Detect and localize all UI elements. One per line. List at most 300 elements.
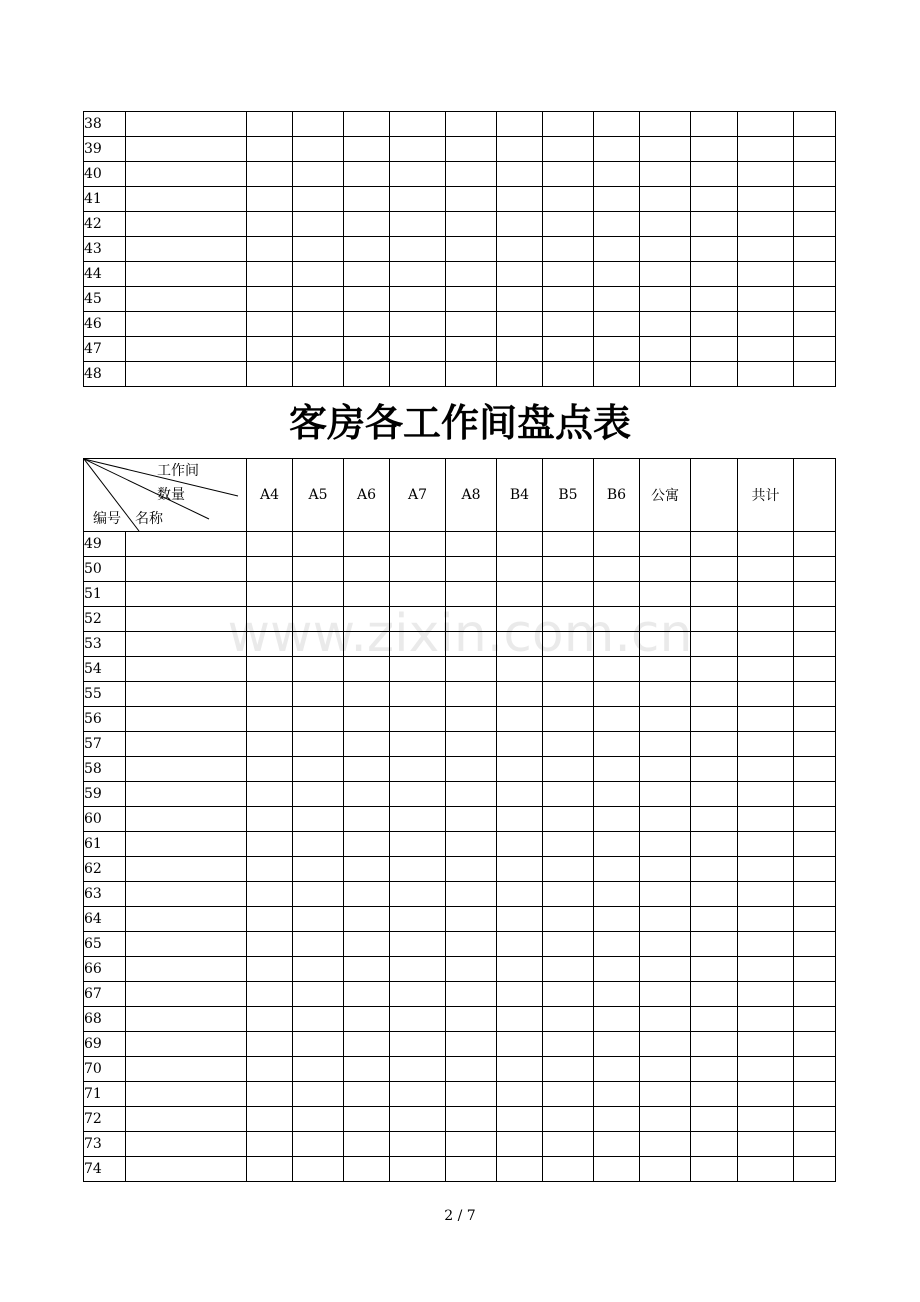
quantity-cell: [293, 582, 344, 607]
quantity-cell: [390, 907, 446, 932]
quantity-cell: [543, 362, 594, 387]
quantity-cell: [594, 882, 640, 907]
row-number: 64: [84, 907, 126, 932]
header-col-a4: A4: [247, 459, 293, 532]
quantity-cell: [691, 1107, 738, 1132]
quantity-cell: [390, 1007, 446, 1032]
quantity-cell: [293, 287, 344, 312]
quantity-cell: [390, 832, 446, 857]
quantity-cell: [344, 782, 390, 807]
table-row: [84, 1082, 836, 1107]
quantity-cell: [247, 312, 293, 337]
quantity-cell: [543, 882, 594, 907]
quantity-cell: [344, 582, 390, 607]
table-row: [84, 1057, 836, 1082]
quantity-cell: [594, 187, 640, 212]
quantity-cell: [691, 1157, 738, 1182]
quantity-cell: [446, 732, 497, 757]
quantity-cell: [594, 287, 640, 312]
table-row: [84, 1032, 836, 1057]
quantity-cell: [446, 582, 497, 607]
table-row: [84, 832, 836, 857]
quantity-cell: [594, 732, 640, 757]
quantity-cell: [446, 312, 497, 337]
quantity-cell: [247, 1007, 293, 1032]
quantity-cell: [497, 312, 543, 337]
item-name-cell: [126, 957, 247, 982]
quantity-cell: [293, 807, 344, 832]
item-name-cell: [126, 757, 247, 782]
quantity-cell: [543, 187, 594, 212]
quantity-cell: [543, 757, 594, 782]
quantity-cell: [344, 162, 390, 187]
quantity-cell: [738, 237, 794, 262]
quantity-cell: [293, 212, 344, 237]
table-row: [84, 162, 836, 187]
item-name-cell: [126, 337, 247, 362]
quantity-cell: [594, 982, 640, 1007]
quantity-cell: [691, 1132, 738, 1157]
quantity-cell: [543, 1007, 594, 1032]
quantity-cell: [446, 362, 497, 387]
quantity-cell: [344, 807, 390, 832]
quantity-cell: [594, 957, 640, 982]
quantity-cell: [640, 557, 691, 582]
quantity-cell: [293, 982, 344, 1007]
header-col-b6: B6: [594, 459, 640, 532]
quantity-cell: [691, 782, 738, 807]
quantity-cell: [293, 857, 344, 882]
quantity-cell: [738, 112, 794, 137]
quantity-cell: [794, 362, 836, 387]
quantity-cell: [344, 137, 390, 162]
quantity-cell: [344, 112, 390, 137]
quantity-cell: [543, 932, 594, 957]
quantity-cell: [497, 557, 543, 582]
quantity-cell: [738, 582, 794, 607]
quantity-cell: [691, 187, 738, 212]
quantity-cell: [390, 287, 446, 312]
quantity-cell: [794, 607, 836, 632]
quantity-cell: [594, 1007, 640, 1032]
quantity-cell: [390, 237, 446, 262]
quantity-cell: [543, 957, 594, 982]
quantity-cell: [691, 582, 738, 607]
row-number: 56: [84, 707, 126, 732]
quantity-cell: [794, 682, 836, 707]
quantity-cell: [293, 932, 344, 957]
quantity-cell: [390, 1082, 446, 1107]
row-number: 41: [84, 187, 126, 212]
quantity-cell: [497, 112, 543, 137]
quantity-cell: [543, 607, 594, 632]
quantity-cell: [640, 1007, 691, 1032]
quantity-cell: [390, 607, 446, 632]
quantity-cell: [344, 1057, 390, 1082]
quantity-cell: [640, 857, 691, 882]
item-name-cell: [126, 162, 247, 187]
quantity-cell: [738, 362, 794, 387]
quantity-cell: [543, 212, 594, 237]
quantity-cell: [794, 1032, 836, 1057]
quantity-cell: [344, 1082, 390, 1107]
quantity-cell: [543, 162, 594, 187]
quantity-cell: [497, 287, 543, 312]
row-number: 48: [84, 362, 126, 387]
quantity-cell: [738, 782, 794, 807]
quantity-cell: [344, 1107, 390, 1132]
quantity-cell: [293, 632, 344, 657]
quantity-cell: [293, 337, 344, 362]
quantity-cell: [293, 1082, 344, 1107]
quantity-cell: [794, 312, 836, 337]
quantity-cell: [390, 1107, 446, 1132]
quantity-cell: [543, 337, 594, 362]
quantity-cell: [247, 707, 293, 732]
quantity-cell: [446, 237, 497, 262]
quantity-cell: [691, 1007, 738, 1032]
quantity-cell: [794, 237, 836, 262]
quantity-cell: [691, 732, 738, 757]
quantity-cell: [497, 707, 543, 732]
item-name-cell: [126, 1057, 247, 1082]
quantity-cell: [497, 882, 543, 907]
quantity-cell: [497, 982, 543, 1007]
table-row: [84, 757, 836, 782]
quantity-cell: [293, 732, 344, 757]
quantity-cell: [640, 212, 691, 237]
quantity-cell: [738, 757, 794, 782]
table-row: [84, 807, 836, 832]
quantity-cell: [390, 532, 446, 557]
quantity-cell: [497, 1107, 543, 1132]
quantity-cell: [543, 707, 594, 732]
quantity-cell: [691, 982, 738, 1007]
quantity-cell: [446, 557, 497, 582]
quantity-cell: [691, 807, 738, 832]
quantity-cell: [390, 807, 446, 832]
page-title: 客房各工作间盘点表: [288, 401, 631, 445]
table-row: [84, 262, 836, 287]
quantity-cell: [247, 957, 293, 982]
quantity-cell: [640, 1107, 691, 1132]
quantity-cell: [794, 162, 836, 187]
quantity-cell: [497, 187, 543, 212]
quantity-cell: [344, 882, 390, 907]
quantity-cell: [543, 857, 594, 882]
quantity-cell: [640, 287, 691, 312]
quantity-cell: [691, 212, 738, 237]
item-name-cell: [126, 932, 247, 957]
quantity-cell: [794, 657, 836, 682]
quantity-cell: [390, 732, 446, 757]
quantity-cell: [344, 982, 390, 1007]
quantity-cell: [794, 337, 836, 362]
quantity-cell: [446, 682, 497, 707]
quantity-cell: [344, 312, 390, 337]
quantity-cell: [794, 582, 836, 607]
quantity-cell: [594, 137, 640, 162]
item-name-cell: [126, 832, 247, 857]
quantity-cell: [344, 1007, 390, 1032]
quantity-cell: [293, 1157, 344, 1182]
quantity-cell: [344, 632, 390, 657]
item-name-cell: [126, 1007, 247, 1032]
row-number: 54: [84, 657, 126, 682]
quantity-cell: [293, 782, 344, 807]
quantity-cell: [293, 137, 344, 162]
quantity-cell: [640, 957, 691, 982]
quantity-cell: [594, 607, 640, 632]
quantity-cell: [594, 312, 640, 337]
quantity-cell: [497, 1057, 543, 1082]
quantity-cell: [344, 832, 390, 857]
quantity-cell: [390, 882, 446, 907]
quantity-cell: [738, 312, 794, 337]
quantity-cell: [446, 957, 497, 982]
quantity-cell: [497, 162, 543, 187]
row-number: 43: [84, 237, 126, 262]
quantity-cell: [390, 982, 446, 1007]
quantity-cell: [543, 732, 594, 757]
quantity-cell: [794, 832, 836, 857]
quantity-cell: [247, 632, 293, 657]
row-number: 69: [84, 1032, 126, 1057]
quantity-cell: [640, 807, 691, 832]
quantity-cell: [390, 582, 446, 607]
quantity-cell: [293, 907, 344, 932]
quantity-cell: [446, 857, 497, 882]
quantity-cell: [794, 632, 836, 657]
quantity-cell: [344, 337, 390, 362]
header-number-label: 编号: [93, 511, 121, 527]
header-col-blank: [691, 459, 738, 532]
quantity-cell: [390, 557, 446, 582]
table-header-row: [84, 459, 836, 532]
quantity-cell: [640, 1132, 691, 1157]
row-number: 71: [84, 1082, 126, 1107]
quantity-cell: [247, 607, 293, 632]
quantity-cell: [390, 337, 446, 362]
quantity-cell: [247, 907, 293, 932]
quantity-cell: [794, 932, 836, 957]
row-number: 67: [84, 982, 126, 1007]
quantity-cell: [691, 532, 738, 557]
quantity-cell: [640, 607, 691, 632]
quantity-cell: [738, 682, 794, 707]
quantity-cell: [344, 857, 390, 882]
quantity-cell: [594, 162, 640, 187]
row-number: 47: [84, 337, 126, 362]
quantity-cell: [446, 1132, 497, 1157]
item-name-cell: [126, 907, 247, 932]
row-number: 53: [84, 632, 126, 657]
quantity-cell: [738, 162, 794, 187]
watermark: www.zixin.com.cn: [227, 604, 693, 664]
quantity-cell: [543, 1082, 594, 1107]
item-name-cell: [126, 237, 247, 262]
inventory-table-continued: [83, 111, 836, 387]
quantity-cell: [497, 1082, 543, 1107]
row-number: 63: [84, 882, 126, 907]
quantity-cell: [691, 557, 738, 582]
quantity-cell: [691, 362, 738, 387]
quantity-cell: [293, 262, 344, 287]
quantity-cell: [390, 657, 446, 682]
quantity-cell: [247, 532, 293, 557]
item-name-cell: [126, 807, 247, 832]
quantity-cell: [446, 632, 497, 657]
quantity-cell: [344, 1032, 390, 1057]
item-name-cell: [126, 262, 247, 287]
table-row: [84, 932, 836, 957]
quantity-cell: [344, 212, 390, 237]
quantity-cell: [293, 312, 344, 337]
quantity-cell: [446, 607, 497, 632]
row-number: 39: [84, 137, 126, 162]
quantity-cell: [543, 832, 594, 857]
quantity-cell: [390, 632, 446, 657]
row-number: 51: [84, 582, 126, 607]
quantity-cell: [446, 832, 497, 857]
quantity-cell: [390, 362, 446, 387]
quantity-cell: [594, 362, 640, 387]
row-number: 72: [84, 1107, 126, 1132]
quantity-cell: [390, 212, 446, 237]
quantity-cell: [543, 237, 594, 262]
quantity-cell: [691, 682, 738, 707]
header-col-total: 共计: [738, 459, 794, 532]
item-name-cell: [126, 362, 247, 387]
item-name-cell: [126, 287, 247, 312]
quantity-cell: [640, 757, 691, 782]
quantity-cell: [497, 832, 543, 857]
quantity-cell: [446, 782, 497, 807]
quantity-cell: [446, 287, 497, 312]
quantity-cell: [543, 982, 594, 1007]
quantity-cell: [543, 137, 594, 162]
quantity-cell: [497, 632, 543, 657]
quantity-cell: [594, 682, 640, 707]
quantity-cell: [691, 632, 738, 657]
quantity-cell: [247, 882, 293, 907]
quantity-cell: [738, 607, 794, 632]
row-number: 50: [84, 557, 126, 582]
quantity-cell: [543, 782, 594, 807]
row-number: 61: [84, 832, 126, 857]
quantity-cell: [446, 187, 497, 212]
quantity-cell: [390, 112, 446, 137]
quantity-cell: [293, 882, 344, 907]
table-row: [84, 137, 836, 162]
quantity-cell: [344, 187, 390, 212]
quantity-cell: [794, 807, 836, 832]
quantity-cell: [738, 1082, 794, 1107]
quantity-cell: [691, 957, 738, 982]
quantity-cell: [497, 1132, 543, 1157]
quantity-cell: [594, 532, 640, 557]
quantity-cell: [247, 757, 293, 782]
quantity-cell: [594, 582, 640, 607]
quantity-cell: [344, 707, 390, 732]
quantity-cell: [543, 632, 594, 657]
quantity-cell: [594, 237, 640, 262]
quantity-cell: [497, 237, 543, 262]
quantity-cell: [794, 112, 836, 137]
quantity-cell: [738, 187, 794, 212]
quantity-cell: [543, 557, 594, 582]
quantity-cell: [794, 857, 836, 882]
quantity-cell: [594, 782, 640, 807]
quantity-cell: [738, 857, 794, 882]
quantity-cell: [247, 1107, 293, 1132]
quantity-cell: [344, 607, 390, 632]
quantity-cell: [446, 807, 497, 832]
quantity-cell: [640, 1057, 691, 1082]
quantity-cell: [594, 1032, 640, 1057]
quantity-cell: [794, 707, 836, 732]
table-row: [84, 857, 836, 882]
quantity-cell: [390, 162, 446, 187]
quantity-cell: [594, 657, 640, 682]
table-row: [84, 532, 836, 557]
table-row: [84, 1157, 836, 1182]
quantity-cell: [691, 312, 738, 337]
quantity-cell: [543, 907, 594, 932]
quantity-cell: [344, 932, 390, 957]
quantity-cell: [344, 1157, 390, 1182]
quantity-cell: [543, 807, 594, 832]
quantity-cell: [640, 682, 691, 707]
quantity-cell: [594, 212, 640, 237]
table-row: [84, 707, 836, 732]
quantity-cell: [794, 262, 836, 287]
quantity-cell: [543, 532, 594, 557]
quantity-cell: [594, 757, 640, 782]
quantity-cell: [691, 112, 738, 137]
quantity-cell: [738, 1132, 794, 1157]
table-row: [84, 957, 836, 982]
quantity-cell: [497, 1007, 543, 1032]
quantity-cell: [247, 1132, 293, 1157]
quantity-cell: [390, 312, 446, 337]
quantity-cell: [344, 262, 390, 287]
quantity-cell: [247, 1157, 293, 1182]
quantity-cell: [691, 857, 738, 882]
quantity-cell: [446, 1032, 497, 1057]
row-number: 49: [84, 532, 126, 557]
item-name-cell: [126, 657, 247, 682]
quantity-cell: [640, 137, 691, 162]
quantity-cell: [640, 657, 691, 682]
quantity-cell: [640, 312, 691, 337]
quantity-cell: [344, 757, 390, 782]
quantity-cell: [738, 1107, 794, 1132]
quantity-cell: [344, 907, 390, 932]
quantity-cell: [691, 907, 738, 932]
table-row: [84, 337, 836, 362]
header-col-apartment: 公寓: [640, 459, 691, 532]
quantity-cell: [594, 1082, 640, 1107]
quantity-cell: [497, 957, 543, 982]
quantity-cell: [390, 1032, 446, 1057]
quantity-cell: [691, 137, 738, 162]
quantity-cell: [691, 1032, 738, 1057]
quantity-cell: [640, 362, 691, 387]
quantity-cell: [794, 1082, 836, 1107]
quantity-cell: [594, 632, 640, 657]
quantity-cell: [446, 532, 497, 557]
